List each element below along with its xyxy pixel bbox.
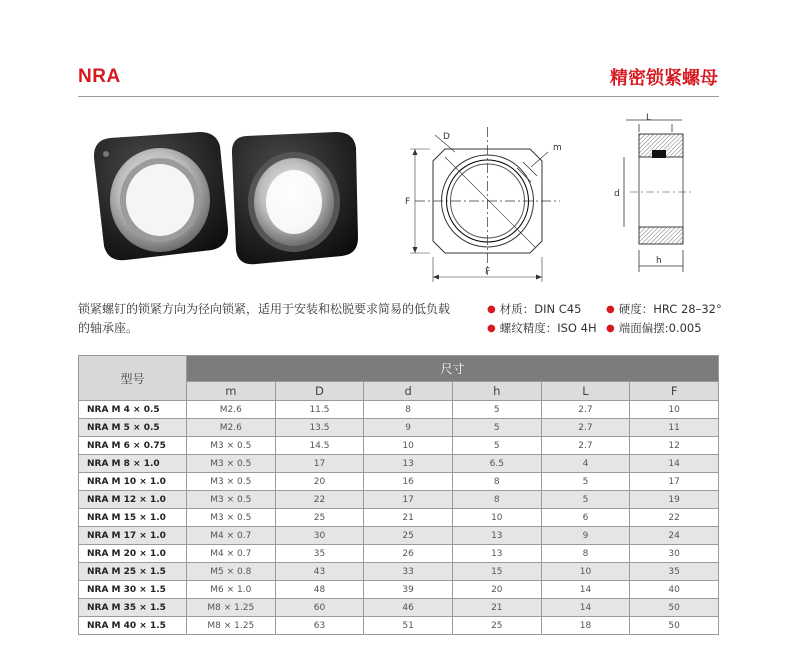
label-h: h — [656, 256, 662, 266]
dimension-cell: 16 — [364, 473, 453, 491]
table-row — [79, 401, 719, 419]
dimension-cell: M3 × 0.5 — [187, 455, 276, 473]
bullet-icon: ● — [606, 323, 615, 334]
model-cell: NRA M 12 × 1.0 — [79, 491, 187, 509]
dimension-cell: 50 — [630, 599, 719, 617]
dimension-cell: M8 × 1.25 — [187, 599, 276, 617]
dimension-cell: 14 — [630, 455, 719, 473]
dimension-cell: M8 × 1.25 — [187, 617, 276, 635]
dimension-cell: 4 — [541, 455, 630, 473]
model-cell: NRA M 6 × 0.75 — [79, 437, 187, 455]
dimension-cell: M6 × 1.0 — [187, 581, 276, 599]
dimension-cell: M2.6 — [187, 401, 276, 419]
dimension-cell: 20 — [275, 473, 364, 491]
nut-photo-left — [94, 132, 228, 260]
dimension-cell: M3 × 0.5 — [187, 473, 276, 491]
header-divider — [78, 96, 719, 97]
dimension-cell: 30 — [275, 527, 364, 545]
model-cell: NRA M 30 × 1.5 — [79, 581, 187, 599]
dimension-cell: 46 — [364, 599, 453, 617]
dimension-cell: 13 — [364, 455, 453, 473]
dimension-cell: 10 — [630, 401, 719, 419]
dimension-cell: 14 — [541, 599, 630, 617]
brand-name: NRA — [78, 66, 121, 87]
dimension-cell: 17 — [364, 491, 453, 509]
dimension-cell: 20 — [452, 581, 541, 599]
model-cell: NRA M 4 × 0.5 — [79, 401, 187, 419]
dimension-cell: 63 — [275, 617, 364, 635]
model-cell: NRA M 17 × 1.0 — [79, 527, 187, 545]
dimension-cell: 40 — [630, 581, 719, 599]
table-row — [79, 599, 719, 617]
dimension-cell: 10 — [364, 437, 453, 455]
dimension-cell: 25 — [364, 527, 453, 545]
side-view-drawing — [612, 112, 702, 277]
dimension-cell: 18 — [541, 617, 630, 635]
dimension-cell: 11 — [630, 419, 719, 437]
dimension-cell: 17 — [630, 473, 719, 491]
dimension-cell: 2.7 — [541, 401, 630, 419]
dimension-cell: 39 — [364, 581, 453, 599]
dimension-cell: 13 — [452, 527, 541, 545]
dimension-cell: M2.6 — [187, 419, 276, 437]
spec-thread-accuracy: ● 螺纹精度：ISO 4H — [487, 319, 606, 338]
dimension-cell: 8 — [541, 545, 630, 563]
dimension-cell: 10 — [541, 563, 630, 581]
model-cell: NRA M 35 × 1.5 — [79, 599, 187, 617]
nut-photo-right — [232, 132, 358, 264]
spec-list — [487, 300, 727, 338]
column-header: D — [275, 382, 364, 401]
dimension-cell: 21 — [364, 509, 453, 527]
dimension-cell: 2.7 — [541, 419, 630, 437]
model-cell: NRA M 15 × 1.0 — [79, 509, 187, 527]
column-header: d — [364, 382, 453, 401]
dimension-cell: 33 — [364, 563, 453, 581]
table-row — [79, 491, 719, 509]
dimension-cell: 25 — [452, 617, 541, 635]
table-row — [79, 419, 719, 437]
dimension-table — [78, 355, 719, 635]
dimension-cell: 10 — [452, 509, 541, 527]
table-row — [79, 473, 719, 491]
table-row — [79, 437, 719, 455]
table-row — [79, 581, 719, 599]
label-L: L — [646, 113, 652, 123]
column-header: F — [630, 382, 719, 401]
table-row — [79, 509, 719, 527]
dimension-cell: 51 — [364, 617, 453, 635]
dimension-cell: 50 — [630, 617, 719, 635]
dimension-cell: 8 — [452, 491, 541, 509]
dimension-cell: 5 — [452, 419, 541, 437]
dimension-cell: 48 — [275, 581, 364, 599]
label-F-bottom: F — [485, 267, 491, 277]
dimension-cell: 24 — [630, 527, 719, 545]
dimension-cell: 13.5 — [275, 419, 364, 437]
dimension-cell: 35 — [630, 563, 719, 581]
dimension-cell: 19 — [630, 491, 719, 509]
label-m: m — [553, 143, 562, 153]
column-header: h — [452, 382, 541, 401]
model-cell: NRA M 8 × 1.0 — [79, 455, 187, 473]
dimension-cell: 8 — [452, 473, 541, 491]
spec-hardness: ● 硬度：HRC 28–32° — [606, 300, 722, 319]
dimension-cell: 43 — [275, 563, 364, 581]
dimension-cell: 9 — [541, 527, 630, 545]
dimension-cell: 30 — [630, 545, 719, 563]
product-photo — [88, 118, 378, 288]
dimension-cell: 14.5 — [275, 437, 364, 455]
dimension-cell: 5 — [541, 473, 630, 491]
table-row — [79, 563, 719, 581]
table-row — [79, 545, 719, 563]
dimension-cell: 12 — [630, 437, 719, 455]
model-cell: NRA M 5 × 0.5 — [79, 419, 187, 437]
dimension-cell: M3 × 0.5 — [187, 491, 276, 509]
dimension-cell: 22 — [630, 509, 719, 527]
bullet-icon: ● — [487, 304, 496, 315]
dimension-cell: 21 — [452, 599, 541, 617]
front-view-drawing — [405, 122, 580, 284]
dimension-cell: 11.5 — [275, 401, 364, 419]
model-cell: NRA M 40 × 1.5 — [79, 617, 187, 635]
label-F-side: F — [405, 197, 411, 207]
bullet-icon: ● — [487, 323, 496, 334]
dimension-cell: M5 × 0.8 — [187, 563, 276, 581]
dimension-cell: 5 — [452, 401, 541, 419]
table-row — [79, 455, 719, 473]
model-header: 型号 — [79, 356, 187, 401]
dimension-cell: 14 — [541, 581, 630, 599]
dimension-cell: 26 — [364, 545, 453, 563]
dimension-cell: 2.7 — [541, 437, 630, 455]
dimension-cell: 6.5 — [452, 455, 541, 473]
dimension-cell: 5 — [541, 491, 630, 509]
model-cell: NRA M 25 × 1.5 — [79, 563, 187, 581]
column-header: L — [541, 382, 630, 401]
dimension-cell: 22 — [275, 491, 364, 509]
dimension-cell: 15 — [452, 563, 541, 581]
dimension-cell: 6 — [541, 509, 630, 527]
label-D: D — [443, 132, 450, 142]
model-cell: NRA M 10 × 1.0 — [79, 473, 187, 491]
dimension-cell: 8 — [364, 401, 453, 419]
table-row — [79, 617, 719, 635]
dimension-cell: M3 × 0.5 — [187, 437, 276, 455]
product-description: 锁紧螺钉的锁紧方向为径向锁紧，适用于安装和松脱要求简易的低负载的轴承座。 — [78, 302, 451, 335]
dimension-cell: 25 — [275, 509, 364, 527]
dimension-cell: 9 — [364, 419, 453, 437]
dimension-header: 尺寸 — [187, 356, 719, 382]
bullet-icon: ● — [606, 304, 615, 315]
page-title: 精密锁紧螺母 — [610, 68, 718, 89]
dimension-cell: M4 × 0.7 — [187, 527, 276, 545]
spec-face-runout: ● 端面偏摆:0.005 — [606, 319, 702, 338]
dimension-cell: M3 × 0.5 — [187, 509, 276, 527]
dimension-cell: 35 — [275, 545, 364, 563]
label-d: d — [614, 189, 620, 199]
spec-material: ● 材质：DIN C45 — [487, 300, 606, 319]
dimension-cell: 5 — [452, 437, 541, 455]
model-cell: NRA M 20 × 1.0 — [79, 545, 187, 563]
column-header: m — [187, 382, 276, 401]
dimension-cell: 60 — [275, 599, 364, 617]
table-row — [79, 527, 719, 545]
dimension-cell: 13 — [452, 545, 541, 563]
dimension-cell: 17 — [275, 455, 364, 473]
dimension-cell: M4 × 0.7 — [187, 545, 276, 563]
